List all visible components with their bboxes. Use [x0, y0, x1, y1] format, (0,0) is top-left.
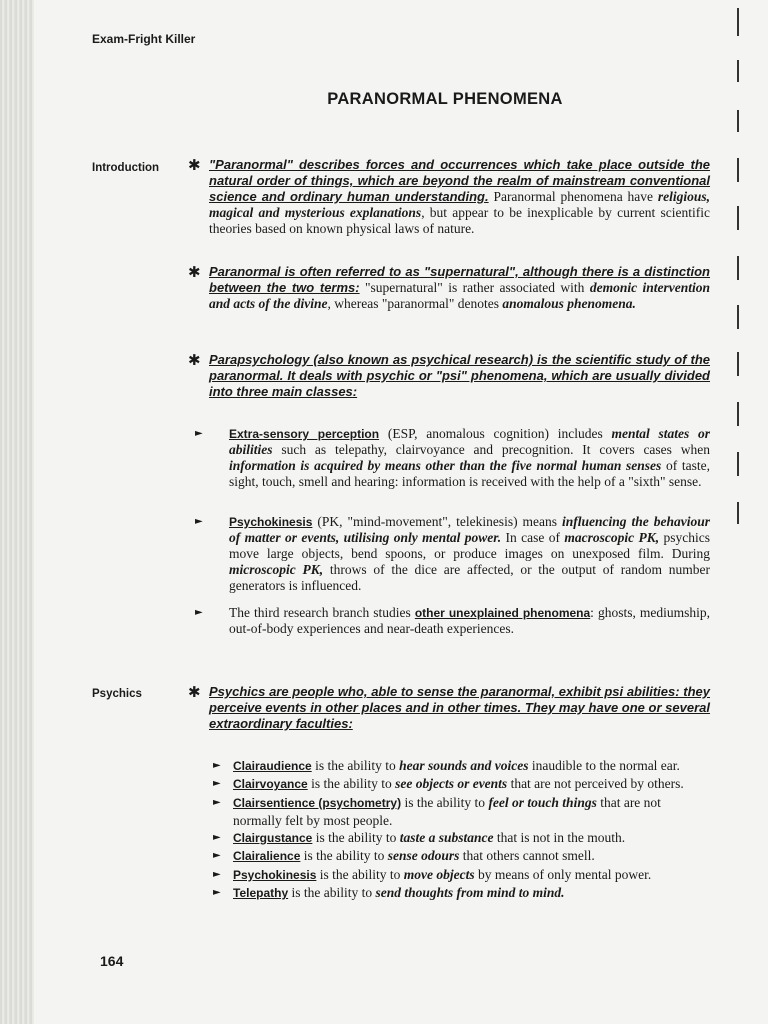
asterisk-bullet-icon: ✱	[188, 683, 201, 701]
scan-edge-mark	[737, 305, 739, 329]
arrow-bullet-icon: ►	[195, 607, 203, 618]
scan-edge-mark	[737, 158, 739, 182]
intro-point-2	[188, 264, 710, 312]
scan-binding-edge	[0, 0, 34, 1024]
list-item: ► Clairalience is the ability to sense odours that others cannot smell.	[213, 848, 595, 864]
asterisk-bullet-icon: ✱	[188, 351, 201, 369]
intro-point-2-text: Paranormal is often referred to as "supernatural", although there is a distinction between the two terms: "supernatural" is rather associated with demonic intervention and acts of the divine, whereas "paranormal" denotes anomalous phenomena.	[209, 264, 711, 311]
arrow-bullet-icon: ►	[213, 850, 221, 862]
scan-edge-mark	[737, 452, 739, 476]
intro-point-1	[188, 157, 710, 237]
scan-edge-mark	[737, 110, 739, 132]
arrow-bullet-icon: ►	[195, 428, 203, 439]
class-item-other-phenomena: ► The third research branch studies other unexplained phenomena: ghosts, mediumship, out-of-body experiences and near-death experiences.	[195, 605, 710, 636]
asterisk-bullet-icon: ✱	[188, 156, 201, 174]
list-item: ► Clairaudience is the ability to hear sounds and voices inaudible to the normal ear.	[213, 758, 680, 773]
asterisk-bullet-icon: ✱	[188, 263, 201, 281]
scan-edge-mark	[737, 402, 739, 426]
arrow-bullet-icon: ►	[213, 796, 221, 808]
scan-edge-mark	[737, 8, 739, 36]
arrow-bullet-icon: ►	[195, 516, 203, 527]
list-item: ► Clairvoyance is the ability to see objects or events that are not perceived by others.	[213, 776, 684, 792]
arrow-bullet-icon: ►	[213, 887, 221, 899]
scan-edge-mark	[737, 60, 739, 82]
list-item: ► Clairgustance is the ability to taste a substance that is not in the mouth.	[213, 830, 626, 846]
class-item-psychokinesis: ► Psychokinesis (PK, "mind-movement", telekinesis) means influencing the behaviour of matter or events, utilising only mental power. In case of macroscopic PK, psychics move large objects, bend spoons, or produce images on unexposed film. During microscopic PK, throws of the dice are affected, or the output of random number generators is influenced.	[195, 514, 710, 593]
scan-edge-mark	[737, 502, 739, 524]
psychics-point	[188, 684, 710, 732]
list-item: ► Telepathy is the ability to send thoughts from mind to mind.	[213, 885, 565, 901]
intro-point-3-text: Parapsychology (also known as psychical research) is the scientific study of the paranormal. It deals with psychic or "psi" phenomena, which are usually divided into three main classes:	[209, 352, 710, 399]
list-item: ► Psychokinesis is the ability to move objects by means of only mental power.	[213, 866, 652, 882]
section-label-psychics: Psychics	[92, 688, 142, 700]
page-title: PARANORMAL PHENOMENA	[327, 90, 563, 108]
intro-point-1-text: "Paranormal" describes forces and occurrences which take place outside the natural order of things, which are beyond the realm of mainstream conventional science and ordinary human understanding. Paranormal phenomena have religious, magical and mysterious explanations, but appear to be inexplicable by current scientific theories based on known physical laws of nature.	[209, 157, 711, 236]
scan-edge-mark	[737, 256, 739, 280]
list-item: ► Clairsentience (psychometry) is the ability to feel or touch things that are not normally felt by most people.	[213, 794, 661, 828]
psychics-point-text: Psychics are people who, able to sense the paranormal, exhibit psi abilities: they perceive events in other places and in other times. They may have one or several extraordinary faculties:	[209, 684, 710, 731]
psychic-abilities-list	[213, 757, 711, 902]
arrow-bullet-icon: ►	[213, 868, 221, 880]
scan-edge-mark	[737, 206, 739, 230]
class-item-esp: ► Extra-sensory perception (ESP, anomalous cognition) includes mental states or abilities such as telepathy, clairvoyance and precognition. It covers cases when information is acquired by means other than the five normal human senses of taste, sight, touch, smell and hearing: information is received with the help of a "sixth" sense.	[195, 426, 710, 489]
section-label-introduction: Introduction	[92, 162, 160, 174]
intro-point-3	[188, 352, 710, 400]
arrow-bullet-icon: ►	[213, 760, 221, 771]
running-head: Exam-Fright Killer	[92, 32, 196, 46]
scan-edge-mark	[737, 352, 739, 376]
arrow-bullet-icon: ►	[213, 778, 221, 790]
page-number: 164	[100, 953, 124, 969]
arrow-bullet-icon: ►	[213, 832, 221, 844]
